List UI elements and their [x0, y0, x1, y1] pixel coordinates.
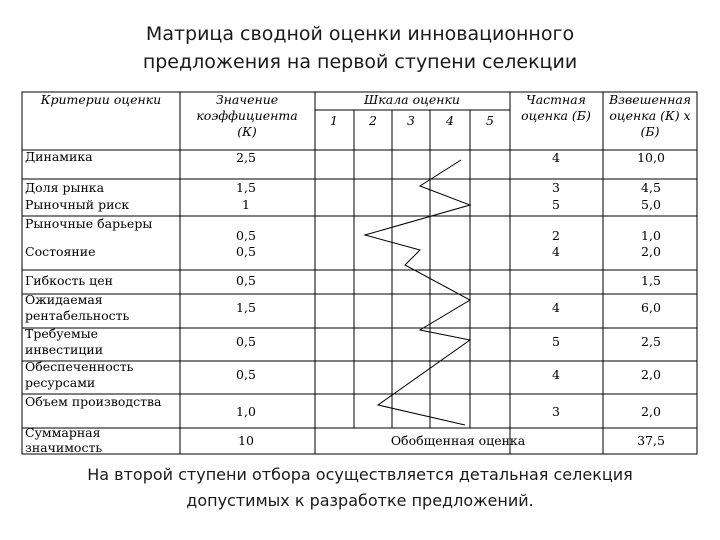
scale-point-2: 2 [369, 113, 377, 128]
weighted-score: 2,0 [641, 367, 661, 382]
weighted-score: 5,0 [641, 197, 661, 212]
partial-score: 3 [552, 404, 560, 419]
criterion-label: Доля рынка [25, 180, 105, 195]
header-coef-line-3: (К) [237, 124, 257, 139]
criterion-label: Состояние [25, 244, 96, 259]
footer-note [0, 462, 720, 514]
header-partial-line-1: Частная [526, 92, 586, 107]
header-scale: Шкала оценки [364, 92, 460, 107]
criterion-label: Обеспеченность [25, 359, 134, 374]
title-line-1: Матрица сводной оценки инновационного [145, 23, 575, 45]
coef-value: 1 [242, 197, 250, 212]
partial-score: 4 [552, 150, 560, 165]
partial-score: 4 [552, 244, 560, 259]
weighted-score: 10,0 [637, 150, 665, 165]
criterion-label: Рыночный риск [25, 197, 130, 212]
criterion-label: Объем производства [25, 394, 162, 409]
header-coef-line-2: коэффициента [196, 108, 298, 123]
total-criterion-label: Суммарная [25, 425, 101, 440]
header-weighted-line-2: оценка (К) x [609, 108, 691, 123]
coef-value: 0,5 [236, 244, 256, 259]
table-rows [25, 149, 665, 455]
coef-value: 1,5 [236, 180, 256, 195]
criterion-label: Требуемые [25, 326, 99, 341]
coef-value: 0,5 [236, 228, 256, 243]
header-criteria: Критерии оценки [40, 92, 162, 107]
total-weighted-score: 37,5 [637, 433, 665, 448]
weighted-score: 2,0 [641, 244, 661, 259]
coef-value: 1,5 [236, 300, 256, 315]
partial-score: 3 [552, 180, 560, 195]
weighted-score: 6,0 [641, 300, 661, 315]
header-coef-line-1: Значение [215, 92, 279, 107]
scale-point-5: 5 [486, 113, 494, 128]
total-coef-value: 10 [238, 433, 254, 448]
coef-value: 0,5 [236, 334, 256, 349]
weighted-score: 1,5 [641, 273, 661, 288]
criterion-label: ресурсами [25, 375, 96, 390]
partial-score: 5 [552, 197, 560, 212]
header-weighted-line-1: Взвешенная [608, 92, 692, 107]
coef-value: 1,0 [236, 404, 256, 419]
header-partial-line-2: оценка (Б) [521, 108, 591, 123]
score-profile-line [365, 160, 470, 425]
partial-score: 5 [552, 334, 560, 349]
summary-score-label: Обобщенная оценка [390, 433, 526, 448]
coef-value: 0,5 [236, 367, 256, 382]
criterion-label: Гибкость цен [25, 273, 113, 288]
criterion-label: рентабельность [25, 308, 130, 323]
weighted-score: 4,5 [641, 180, 661, 195]
coef-value: 0,5 [236, 273, 256, 288]
criterion-label: Рыночные барьеры [25, 216, 153, 231]
partial-score: 4 [552, 367, 560, 382]
total-criterion-label: значимость [25, 440, 103, 455]
criterion-label: Ожидаемая [25, 292, 103, 307]
footer-line-2: допустимых к разработке предложений. [186, 491, 534, 510]
partial-score: 2 [552, 228, 560, 243]
weighted-score: 2,0 [641, 404, 661, 419]
criterion-label: Динамика [25, 149, 93, 164]
scale-point-3: 3 [407, 113, 415, 128]
criterion-label: инвестиции [25, 342, 104, 357]
title-line-2: предложения на первой ступени селекции [142, 51, 578, 73]
scale-point-4: 4 [446, 113, 454, 128]
header-weighted-line-3: (Б) [640, 124, 660, 139]
weighted-score: 2,5 [641, 334, 661, 349]
weighted-score: 1,0 [641, 228, 661, 243]
footer-line-1: На второй ступени отбора осуществляется детальная селекция [87, 465, 633, 484]
coef-value: 2,5 [236, 150, 256, 165]
partial-score: 4 [552, 300, 560, 315]
scale-point-1: 1 [330, 113, 338, 128]
